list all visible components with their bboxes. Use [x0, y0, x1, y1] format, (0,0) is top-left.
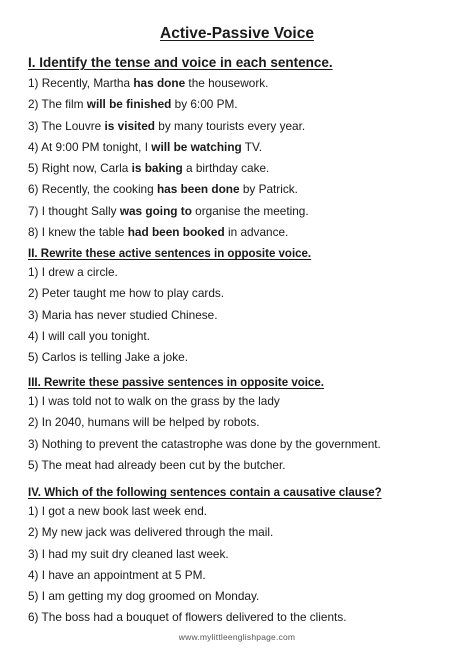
exercise-item: 8) I knew the table had been booked in advance.: [28, 225, 289, 240]
exercise-item: 4) I will call you tonight.: [28, 328, 150, 343]
exercise-list: [28, 391, 458, 476]
exercise-item: 3) I had my suit dry cleaned last week.: [28, 546, 229, 561]
exercise-list: [28, 262, 458, 368]
exercise-item: 5) The meat had already been cut by the butcher.: [28, 457, 286, 472]
section-heading: I. Identify the tense and voice in each sentence.: [28, 55, 333, 70]
section-heading: IV. Which of the following sentences contain a causative clause?: [28, 487, 382, 499]
exercise-item: 1) I drew a circle.: [28, 265, 118, 279]
exercise-item: 6) The boss had a bouquet of flowers delivered to the clients.: [28, 610, 347, 625]
exercise-item: 7) I thought Sally was going to organise the meeting.: [28, 203, 309, 218]
exercise-item: 5) I am getting my dog groomed on Monday.: [28, 589, 260, 604]
exercise-list: [28, 501, 458, 629]
exercise-item: 1) I got a new book last week end.: [28, 504, 208, 518]
exercise-item: 3) The Louvre is visited by many tourists every year.: [28, 118, 306, 133]
section-heading: II. Rewrite these active sentences in opposite voice.: [28, 248, 312, 260]
exercise-item: 1) I was told not to walk on the grass by the lady: [28, 394, 280, 408]
exercise-item: 4) At 9:00 PM tonight, I will be watching TV.: [28, 139, 263, 154]
exercise-item: 2) In 2040, humans will be helped by robots.: [28, 415, 260, 430]
exercise-list: [28, 73, 458, 243]
exercise-item: 5) Right now, Carla is baking a birthday cake.: [28, 161, 270, 176]
section-identify-tense: [28, 55, 458, 243]
site-footer-url: www.mylittleenglishpage.com: [178, 632, 296, 642]
section-heading: III. Rewrite these passive sentences in opposite voice.: [28, 377, 324, 389]
section-rewrite-passive: [28, 375, 458, 476]
exercise-item: 4) I have an appointment at 5 PM.: [28, 567, 206, 582]
exercise-item: 3) Nothing to prevent the catastrophe was done by the government.: [28, 436, 381, 451]
page-title: Active-Passive Voice: [160, 25, 314, 42]
exercise-item: 6) Recently, the cooking has been done by Patrick.: [28, 182, 298, 197]
exercise-item: 2) Peter taught me how to play cards.: [28, 286, 225, 301]
exercise-item: 1) Recently, Martha has done the housework.: [28, 76, 269, 90]
exercise-item: 3) Maria has never studied Chinese.: [28, 307, 218, 322]
exercise-item: 2) My new jack was delivered through the mail.: [28, 525, 274, 540]
exercise-item: 5) Carlos is telling Jake a joke.: [28, 350, 188, 365]
section-rewrite-active: [28, 246, 458, 368]
section-causative: [28, 485, 458, 629]
exercise-item: 2) The film will be finished by 6:00 PM.: [28, 97, 238, 112]
